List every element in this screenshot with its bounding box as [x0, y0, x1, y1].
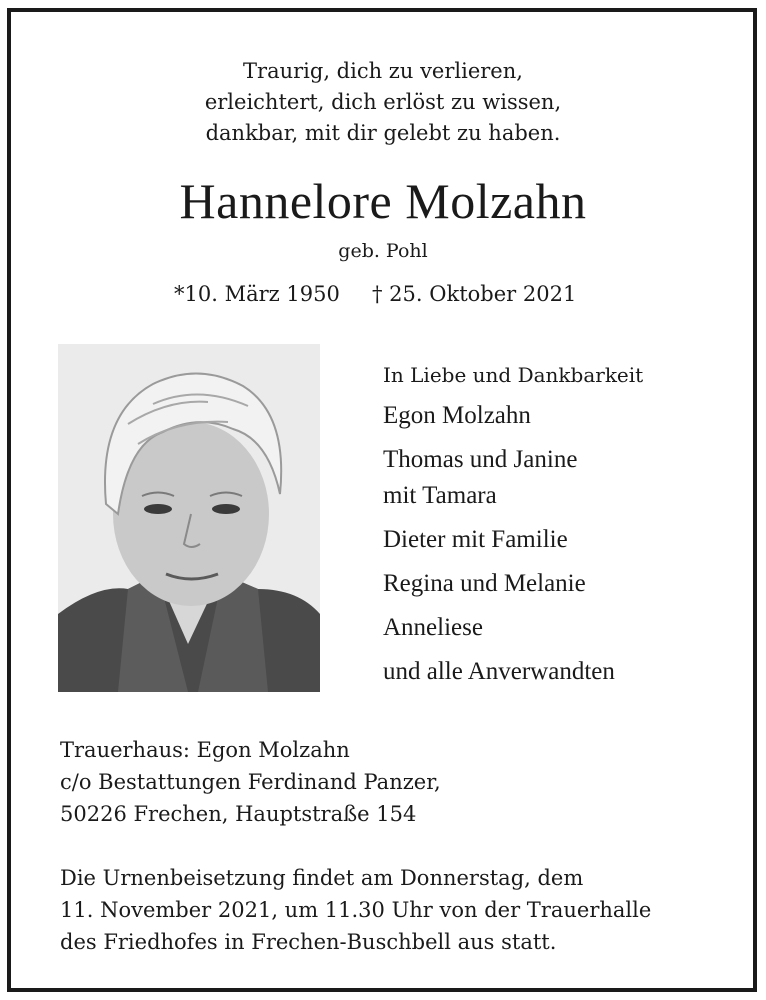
mourner-name: Anneliese — [383, 614, 483, 641]
mourner-group — [383, 398, 643, 434]
portrait-photo — [58, 344, 320, 692]
notice-line: Die Urnenbeisetzung findet am Donnerstag, dem — [60, 866, 584, 890]
mourner-name: Thomas und Janine — [383, 446, 578, 473]
mourner-name: Regina und Melanie — [383, 570, 586, 597]
notice-line: des Friedhofes in Frechen-Buschbell aus statt. — [60, 930, 557, 954]
address-line: Trauerhaus: Egon Molzahn — [60, 738, 350, 762]
burial-notice — [60, 862, 651, 958]
notice-line: 11. November 2021, um 11.30 Uhr von der Trauerhalle — [60, 898, 652, 922]
portrait-image — [58, 344, 320, 692]
mourner-group — [383, 522, 643, 558]
mourners-list — [383, 360, 643, 690]
mourner-group — [383, 442, 643, 514]
death-date: † 25. Oktober 2021 — [372, 282, 577, 306]
address-line: 50226 Frechen, Hauptstraße 154 — [60, 802, 417, 826]
mourner-name: mit Tamara — [383, 482, 497, 509]
quote-line: Traurig, dich zu verlieren, — [243, 59, 523, 83]
mourning-house-address — [60, 734, 441, 830]
mourner-group — [383, 610, 643, 646]
mourner-name: und alle Anverwandten — [383, 658, 615, 685]
deceased-name: Hannelore Molzahn — [179, 173, 587, 229]
address-line: c/o Bestattungen Ferdinand Panzer, — [60, 770, 441, 794]
quote-line: dankbar, mit dir gelebt zu haben. — [205, 121, 561, 145]
birth-name: geb. Pohl — [338, 240, 428, 262]
memorial-quote — [0, 56, 766, 149]
quote-line: erleichtert, dich erlöst zu wissen, — [204, 90, 562, 114]
mourner-name: Dieter mit Familie — [383, 526, 568, 553]
mourners-intro: In Liebe und Dankbarkeit — [383, 363, 644, 387]
mourner-name: Egon Molzahn — [383, 402, 531, 429]
mourner-group — [383, 654, 643, 690]
birth-date: *10. März 1950 — [174, 282, 340, 306]
mourner-group — [383, 566, 643, 602]
